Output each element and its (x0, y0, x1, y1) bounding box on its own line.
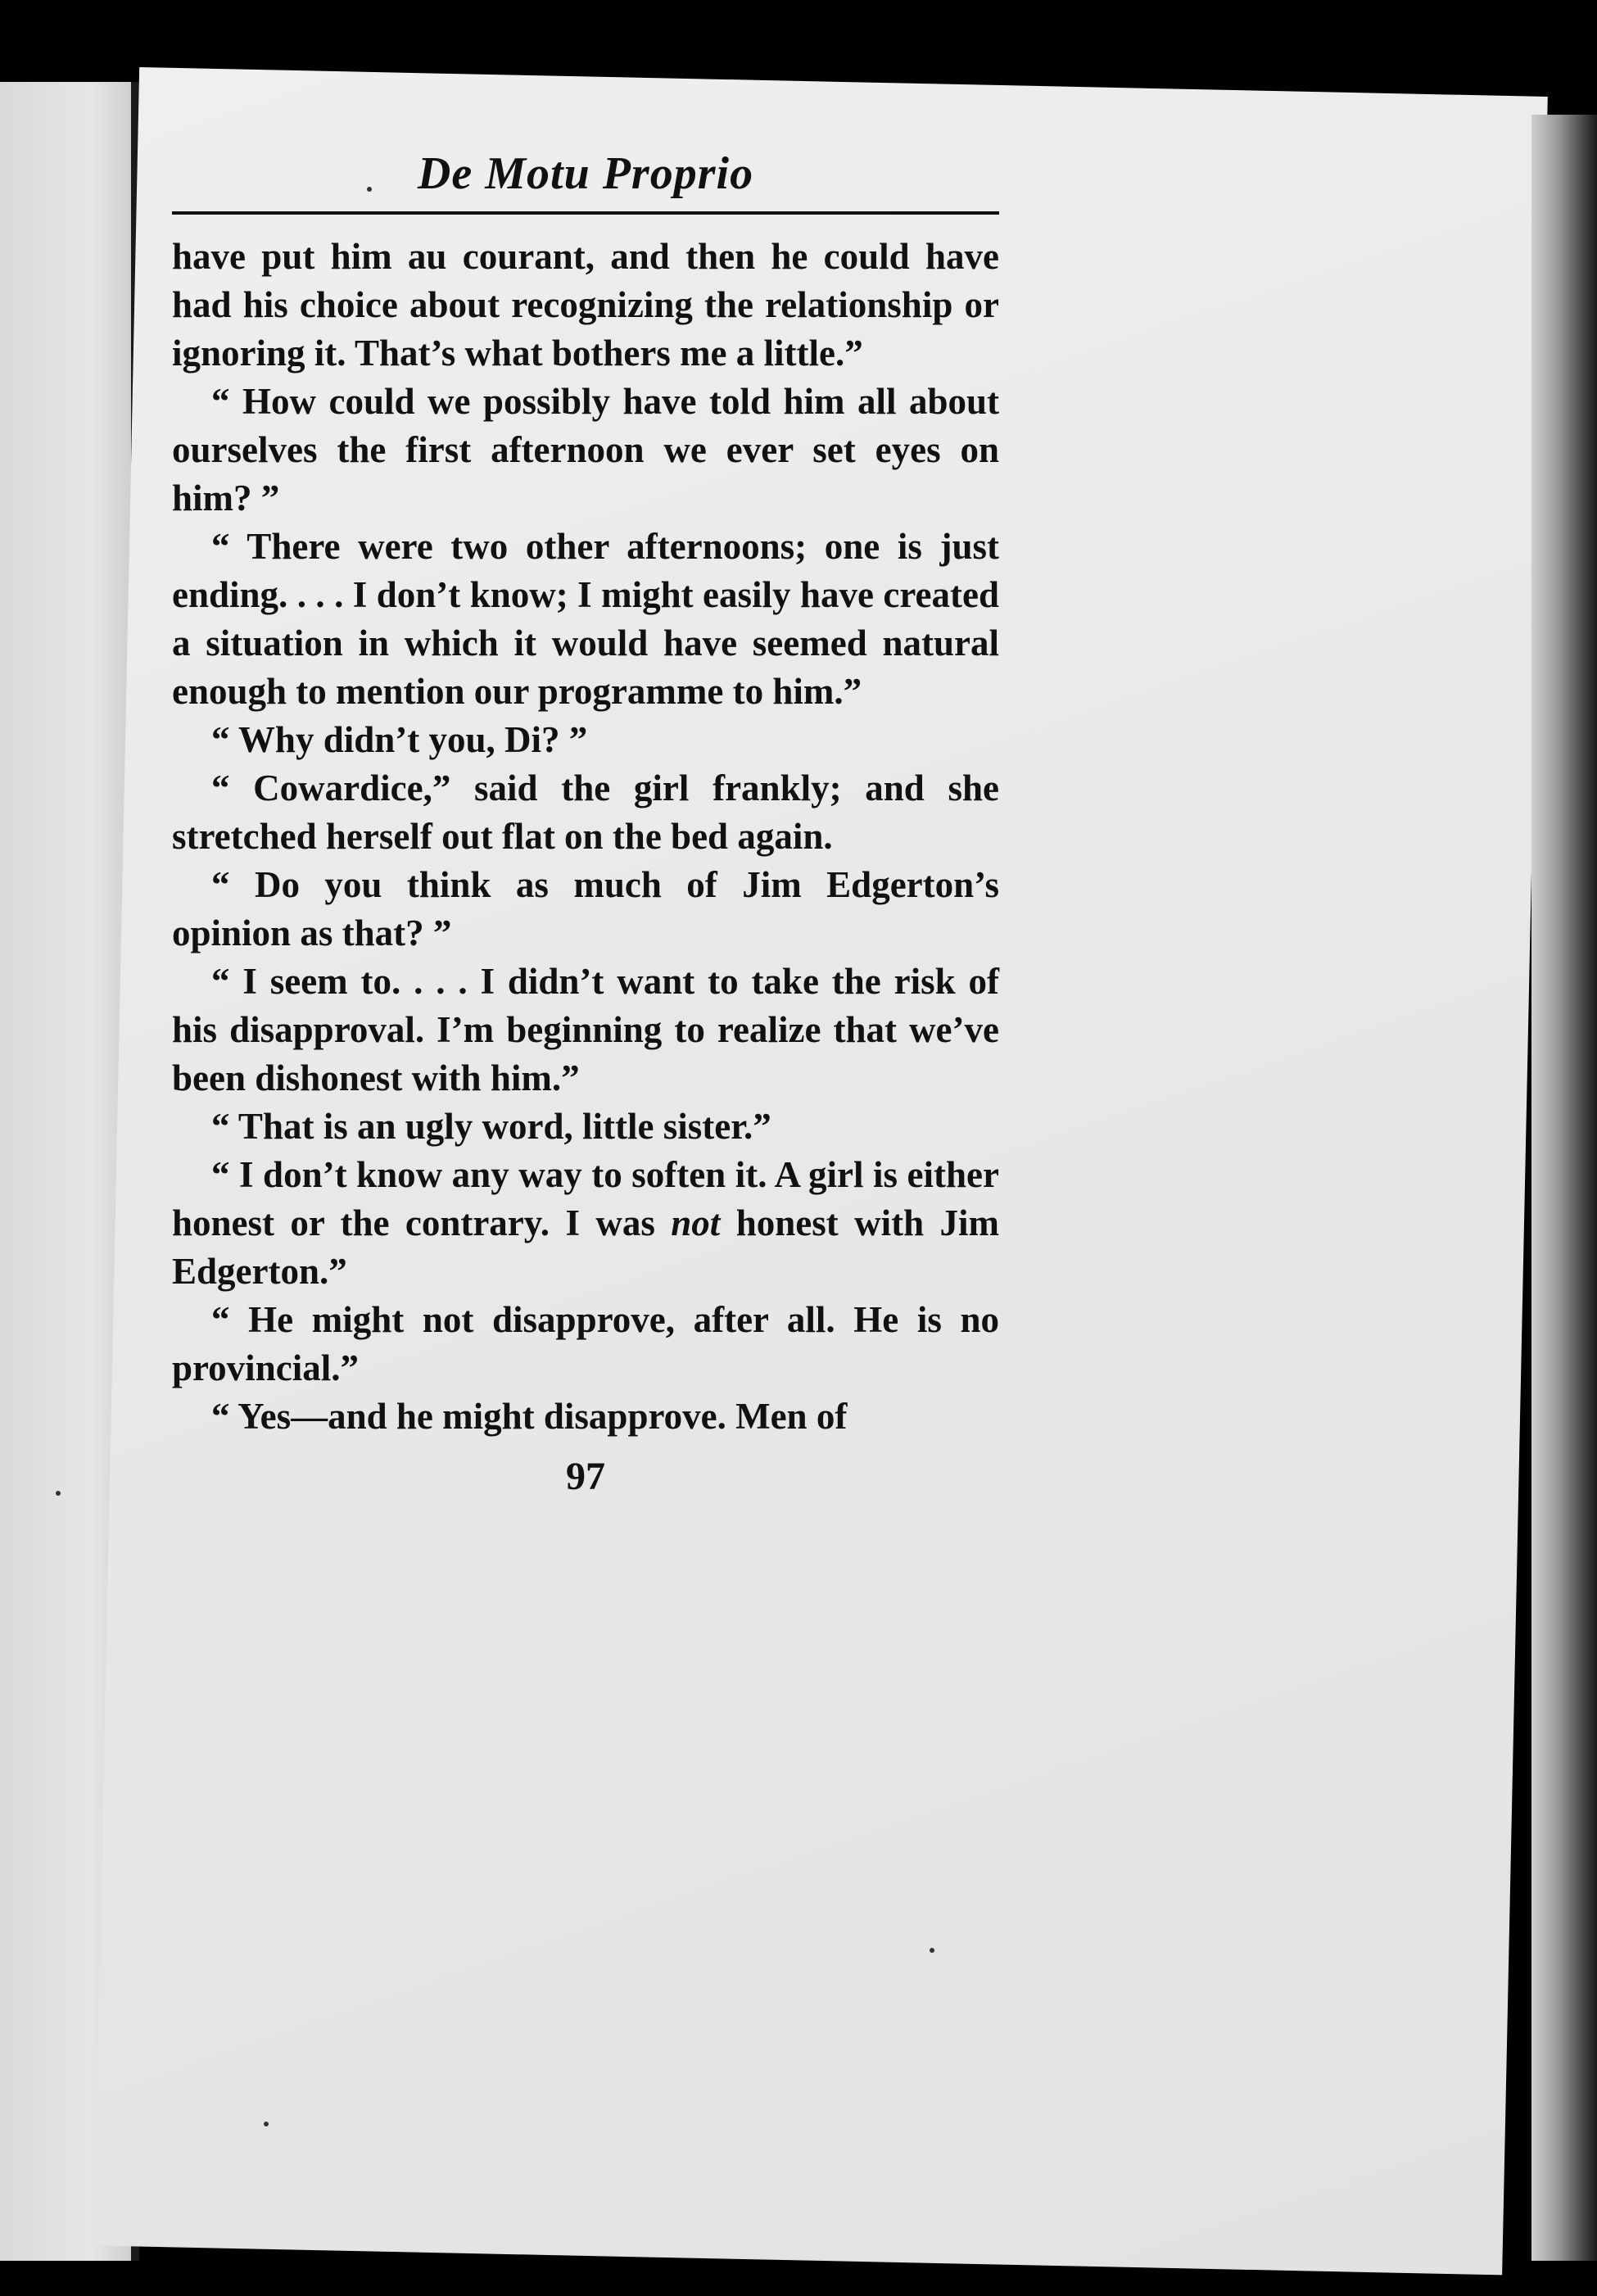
paragraph (172, 1393, 999, 1441)
paragraph-text: “ How could we possibly have told him all about ourselves the first afternoon we ever set eyes on him? ” (172, 381, 999, 519)
paragraph (172, 861, 999, 958)
paragraph (172, 233, 999, 378)
paragraph-text: “ Why didn’t you, Di? ” (211, 719, 588, 760)
emphasized-text: not (671, 1202, 721, 1243)
body-text (172, 233, 999, 1441)
paragraph-text: honest with Jim Edgerton.” (172, 1202, 1000, 1292)
dust-speck (264, 2122, 269, 2126)
paragraph-text: “ There were two other afternoons; one is just ending. . . . I don’t know; I might easily have created a situation in which it would have seemed natural enough to mention our programme to him.” (172, 526, 999, 712)
paragraph-text: “ I seem to. . . . I didn’t want to take the risk of his disapproval. I’m beginning to realize that we’ve been dishonest with him.” (172, 961, 999, 1098)
paragraph-text: “ Cowardice,” said the girl frankly; and she stretched herself out flat on the bed again. (172, 768, 999, 857)
right-page-edge (1531, 115, 1597, 2261)
paragraph-text: “ He might not disapprove, after all. He is no provincial.” (172, 1299, 999, 1388)
paragraph (172, 716, 999, 764)
running-head: De Motu Proprio (417, 148, 754, 199)
paragraph-text: have put him au courant, and then he could have had his choice about recognizing the relationship or ignoring it. That’s what bothers me a little.” (172, 236, 999, 374)
page-content (172, 147, 999, 1499)
page-number: 97 (566, 1455, 605, 1498)
paragraph (172, 1103, 999, 1151)
paragraph-text: “ Yes—and he might disapprove. Men of (211, 1396, 848, 1437)
paragraph (172, 1151, 999, 1296)
paragraph (172, 523, 999, 716)
paragraph (172, 378, 999, 523)
paragraph (172, 764, 999, 861)
dust-speck (56, 1491, 61, 1496)
paragraph (172, 1296, 999, 1393)
header-rule (172, 211, 999, 215)
dust-speck (930, 1948, 934, 1953)
paragraph (172, 958, 999, 1103)
paragraph-text: “ I don’t know any way to soften it. A girl is either honest or the contrary. I was (172, 1154, 999, 1243)
paragraph-text: “ Do you think as much of Jim Edgerton’s opinion as that? ” (172, 864, 999, 953)
paragraph-text: “ That is an ugly word, little sister.” (211, 1106, 771, 1147)
